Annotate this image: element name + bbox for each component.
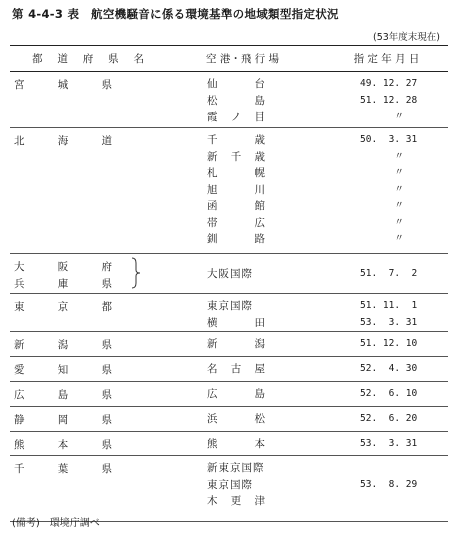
designation-date: 49. 12. 27	[360, 78, 418, 89]
table-row	[10, 294, 448, 332]
prefecture-name: 広 島 県	[14, 389, 112, 401]
designation-date: 52. 6. 20	[360, 413, 418, 424]
prefecture-cell	[10, 407, 160, 432]
table-row	[10, 407, 448, 432]
airport-name: 旭 川	[207, 183, 265, 196]
designation-date: 52. 6. 10	[360, 388, 418, 399]
airport-name: 仙 台	[207, 78, 265, 90]
date-cell	[325, 407, 448, 432]
airport-cell	[160, 382, 325, 407]
designation-date: 53. 3. 31	[360, 316, 418, 328]
header-date: 指 定 年 月 日	[325, 46, 448, 72]
date-cell	[325, 456, 448, 522]
designation-date: 51. 7. 2	[360, 268, 418, 279]
designation-date: 51. 11. 1	[360, 300, 418, 311]
airport-cell	[160, 72, 325, 128]
airport-name: 東京国際	[207, 300, 253, 312]
table-row	[10, 128, 448, 254]
airport-name: 東京国際	[207, 478, 253, 491]
prefecture-name: 大 阪 府	[14, 261, 112, 273]
header-prefecture-label: 都 道 府 県 名	[32, 53, 144, 65]
airport-name: 新東京国際	[207, 462, 265, 474]
date-cell	[325, 294, 448, 332]
airport-name: 浜 松	[207, 413, 265, 425]
table-row	[10, 456, 448, 522]
grouping-brace-icon	[131, 257, 141, 289]
designation-date: 52. 4. 30	[360, 363, 418, 374]
prefecture-name: 愛 知 県	[14, 364, 112, 376]
airport-cell	[160, 254, 325, 294]
prefecture-cell	[10, 432, 160, 456]
header-prefecture	[10, 46, 160, 72]
date-cell	[325, 128, 448, 254]
prefecture-name: 千 葉 県	[14, 463, 112, 475]
airport-name: 釧 路	[207, 233, 265, 245]
header-airport: 空 港・飛 行 場	[160, 46, 325, 72]
table-row	[10, 432, 448, 456]
designation-date: 〃	[360, 233, 404, 244]
airport-cell	[160, 294, 325, 332]
designation-date: 〃	[360, 111, 404, 122]
prefecture-name: 東 京 都	[14, 301, 112, 313]
prefecture-cell	[10, 332, 160, 357]
designation-date: 53. 3. 31	[360, 438, 418, 449]
designation-date: 51. 12. 28	[360, 94, 418, 106]
airport-name: 木 更 津	[207, 495, 265, 507]
date-cell	[325, 332, 448, 357]
prefecture-name: 兵 庫 県	[14, 277, 112, 290]
designation-date	[325, 460, 448, 477]
date-cell	[325, 357, 448, 382]
airport-name: 帯 広	[207, 216, 265, 229]
header-row	[10, 46, 448, 72]
table-row	[10, 254, 448, 294]
date-cell	[325, 254, 448, 294]
designation-date: 53. 8. 29	[360, 478, 418, 490]
date-cell	[325, 382, 448, 407]
prefecture-cell	[10, 294, 160, 332]
airport-cell	[160, 456, 325, 522]
prefecture-name: 新 潟 県	[14, 339, 112, 351]
airport-name: 大阪国際	[207, 268, 253, 280]
airport-cell	[160, 407, 325, 432]
table-row	[10, 332, 448, 357]
airport-name: 松 島	[207, 94, 265, 107]
airport-name: 千 歳	[207, 134, 265, 146]
airport-cell	[160, 432, 325, 456]
table-row	[10, 357, 448, 382]
prefecture-name: 熊 本 県	[14, 439, 112, 451]
date-cell	[325, 432, 448, 456]
airport-cell	[160, 332, 325, 357]
designation-date: 50. 3. 31	[360, 134, 418, 145]
designation-table	[10, 45, 448, 522]
designation-date: 〃	[360, 200, 404, 211]
airport-name: 広 島	[207, 388, 265, 400]
airport-cell	[160, 357, 325, 382]
table-title: 第 4-4-3 表 航空機騒音に係る環境基準の地域類型指定状況	[12, 7, 339, 21]
designation-date	[325, 493, 448, 510]
table-row	[10, 382, 448, 407]
airport-name: 函 館	[207, 200, 265, 212]
airport-name: 霞 ノ 目	[207, 111, 265, 123]
airport-name: 名 古 屋	[207, 363, 265, 375]
prefecture-cell	[10, 72, 160, 128]
prefecture-cell	[10, 357, 160, 382]
prefecture-cell	[10, 382, 160, 407]
source-note: (備考) 環境庁調べ	[12, 518, 100, 529]
prefecture-name: 静 岡 県	[14, 414, 112, 426]
as-of-note: (53年度末現在)	[372, 32, 440, 43]
airport-name: 横 田	[207, 316, 265, 329]
prefecture-name: 宮 城 県	[14, 79, 112, 91]
airport-name: 札 幌	[207, 167, 265, 179]
airport-name: 熊 本	[207, 438, 265, 450]
prefecture-name: 北 海 道	[14, 135, 112, 147]
date-cell	[325, 72, 448, 128]
prefecture-cell	[10, 254, 160, 294]
designation-date: 〃	[360, 167, 404, 178]
airport-name: 新 潟	[207, 338, 265, 350]
airport-cell	[160, 128, 325, 254]
designation-date: 〃	[360, 150, 404, 162]
prefecture-cell	[10, 456, 160, 522]
designation-date: 51. 12. 10	[360, 338, 418, 349]
designation-date: 〃	[360, 216, 404, 228]
designation-date: 〃	[360, 183, 404, 195]
prefecture-cell	[10, 128, 160, 254]
table-row	[10, 72, 448, 128]
airport-name: 新 千 歳	[207, 150, 265, 163]
